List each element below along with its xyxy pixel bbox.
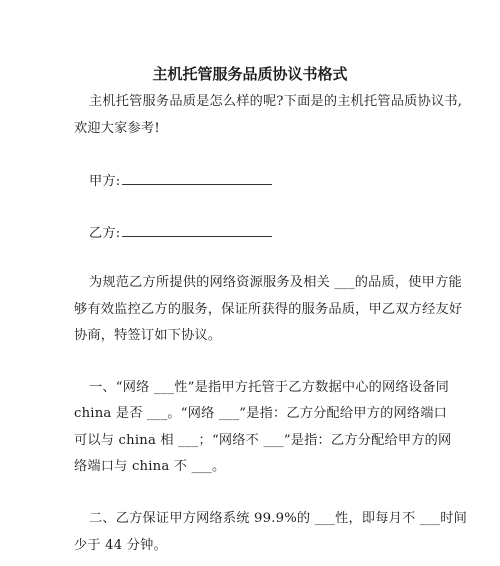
preamble-line-2: 够有效监控乙方的服务，保证所获得的服务品质，甲乙双方经友好 [74,302,463,317]
preamble-line-3: 协商，特签订如下协议。 [74,328,222,343]
document-title: 主机托管服务品质协议书格式 [152,65,348,83]
clause-2-line-2: 少于 44 分钟。 [74,538,167,553]
party-a-field [89,172,272,191]
party-a-blank [122,172,272,185]
clause-1-line-4: 络端口与 china 不 ___。 [74,459,226,474]
intro-line-2: 欢迎大家参考! [74,121,160,136]
party-b-field [89,224,272,243]
intro-line-1: 主机托管服务品质是怎么样的呢?下面是的主机托管品质协议书, [89,94,463,109]
party-b-label: 乙方: [89,226,121,241]
clause-1-line-1: 一、“网络 ___性”是指甲方托管于乙方数据中心的网络设备同 [89,380,449,395]
party-a-label: 甲方: [89,174,121,189]
party-b-blank [122,224,272,237]
clause-2-line-1: 二、乙方保证甲方网络系统 99.9%的 ___性，即每月不 ___时间 [89,511,467,526]
clause-1-line-2: china 是否 ___。“网络 ___”是指：乙方分配给甲方的网络端口 [74,406,448,421]
clause-1-line-3: 可以与 china 相 ___；“网络不 ___”是指：乙方分配给甲方的网 [74,433,452,448]
preamble-line-1: 为规范乙方所提供的网络资源服务及相关 ___的品质，使甲方能 [89,275,462,290]
